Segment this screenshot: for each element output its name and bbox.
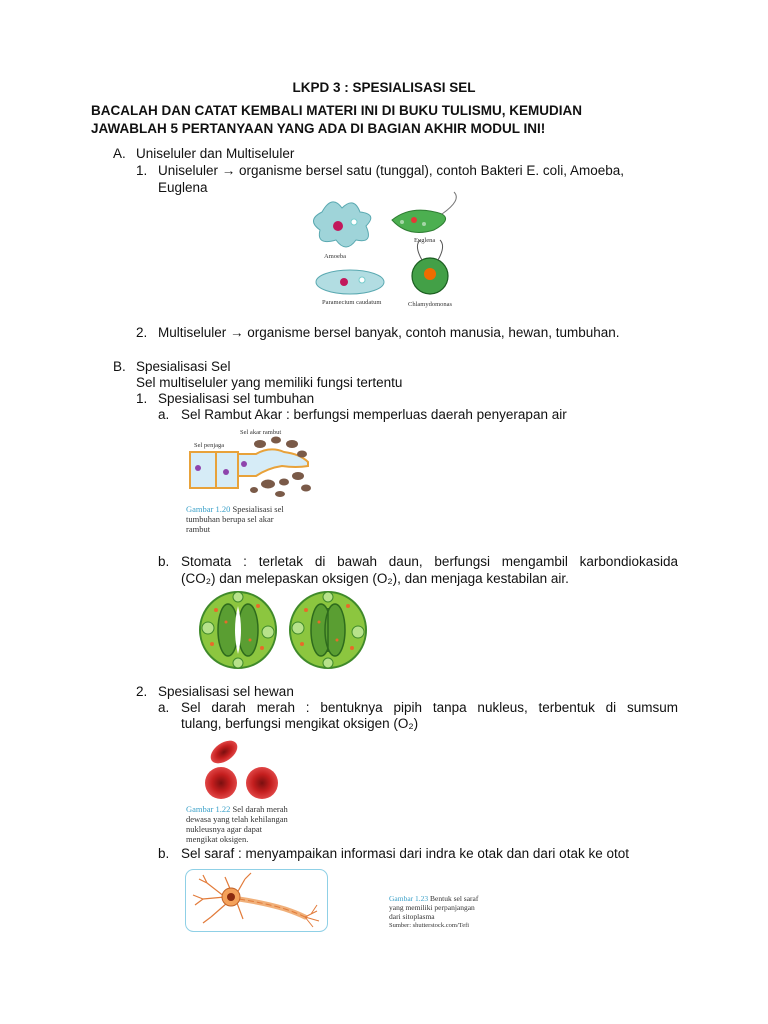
root-caption-line3: rambut: [186, 524, 211, 534]
paramecium-illustration: [316, 270, 384, 294]
section-b-item2a-line2: tulang, berfungsi mengikat oksigen (O₂): [181, 716, 419, 731]
section-b-item1-text: Spesialisasi sel tumbuhan: [158, 391, 315, 406]
section-b-subheading: Sel multiseluler yang memiliki fungsi tertentu: [136, 375, 403, 390]
instruction-line-2: JAWABLAH 5 PERTANYAAN YANG ADA DI BAGIAN AKHIR MODUL INI!: [91, 121, 546, 136]
root-hair-cell-figure: [184, 424, 314, 502]
section-b-item1b-marker: b.: [158, 554, 170, 569]
section-b-item1b-line2: (CO₂) dan melepaskan oksigen (O₂), dan menjaga kestabilan air.: [181, 571, 569, 586]
section-b-item1-marker: 1.: [136, 391, 148, 406]
section-a-item2-marker: 2.: [136, 325, 148, 340]
instruction-line-1: BACALAH DAN CATAT KEMBALI MATERI INI DI BUKU TULISMU, KEMUDIAN: [91, 103, 582, 118]
stomata-closed-illustration: [290, 592, 366, 668]
section-b-item2-marker: 2.: [136, 684, 148, 699]
page-title: LKPD 3 : SPESIALISASI SEL: [292, 80, 476, 95]
blood-caption-line2: dewasa yang telah kehilangan: [186, 814, 288, 824]
section-a-item1-line2: Euglena: [158, 180, 208, 195]
unicellular-organisms-figure: [302, 190, 478, 312]
blood-caption-number: Gambar 1.22: [186, 804, 231, 814]
nerve-caption-line2: yang memiliki perpanjangan: [389, 903, 475, 912]
red-blood-cell-left: [205, 767, 237, 799]
blood-caption-line1: Sel darah merah: [232, 804, 288, 814]
paramecium-label: Paramecium caudatum: [322, 299, 382, 306]
blood-caption-line4: mengikat oksigen.: [186, 834, 249, 844]
section-b-marker: B.: [113, 359, 126, 374]
section-a-heading: Uniseluler dan Multiseluler: [136, 146, 295, 161]
section-b-item2-text: Spesialisasi sel hewan: [158, 684, 294, 699]
red-blood-cell-right: [246, 767, 278, 799]
red-blood-cell-tilted: [207, 736, 242, 768]
nerve-cell-figure: [185, 869, 328, 932]
nerve-caption-number: Gambar 1.23: [389, 894, 429, 903]
stomata-figure: [180, 588, 388, 672]
root-caption-number: Gambar 1.20: [186, 504, 231, 514]
stomata-open-illustration: [200, 592, 276, 668]
section-a-item1-line1: Uniseluler → organisme bersel satu (tunggal), contoh Bakteri E. coli, Amoeba,: [158, 163, 624, 178]
section-b-item2b-text: Sel saraf : menyampaikan informasi dari indra ke otak dan dari otak ke otot: [181, 846, 629, 861]
section-b-item1a-text: Sel Rambut Akar : berfungsi memperluas daerah penyerapan air: [181, 407, 567, 422]
root-hair-caption: [186, 504, 326, 534]
euglena-label: Euglena: [414, 237, 436, 244]
guard-cell-label: Sel penjaga: [194, 442, 225, 449]
nerve-caption-source: Sumber: shutterstock.com/Tefi: [389, 922, 470, 929]
section-a-marker: A.: [113, 146, 126, 161]
section-a-item1-marker: 1.: [136, 163, 148, 178]
section-b-item2a-marker: a.: [158, 700, 170, 715]
red-blood-cells-figure: [196, 735, 286, 801]
blood-cell-caption: [186, 804, 316, 844]
root-caption-line1: Spesialisasi sel: [232, 504, 284, 514]
section-b-item2a-line1: Sel darah merah : bentuknya pipih tanpa nukleus, terbentuk di sumsum: [181, 700, 678, 715]
section-a-item2-text: Multiseluler → organisme bersel banyak, contoh manusia, hewan, tumbuhan.: [158, 325, 620, 340]
amoeba-label: Amoeba: [324, 253, 347, 260]
blood-caption-line3: nukleusnya agar dapat: [186, 824, 262, 834]
chlamydomonas-label: Chlamydomonas: [408, 301, 453, 308]
section-b-heading: Spesialisasi Sel: [136, 359, 231, 374]
section-b-item2b-marker: b.: [158, 846, 170, 861]
root-hair-label: Sel akar rambut: [240, 429, 282, 436]
nerve-cell-caption: [389, 894, 549, 930]
nerve-caption-line3: dari sitoplasma: [389, 912, 435, 921]
section-b-item1b-line1: Stomata : terletak di bawah daun, berfungsi mengambil karbondiokasida: [181, 554, 678, 569]
nerve-caption-line1: Bentuk sel saraf: [430, 894, 479, 903]
section-b-item1a-marker: a.: [158, 407, 170, 422]
root-caption-line2: tumbuhan berupa sel akar: [186, 514, 274, 524]
